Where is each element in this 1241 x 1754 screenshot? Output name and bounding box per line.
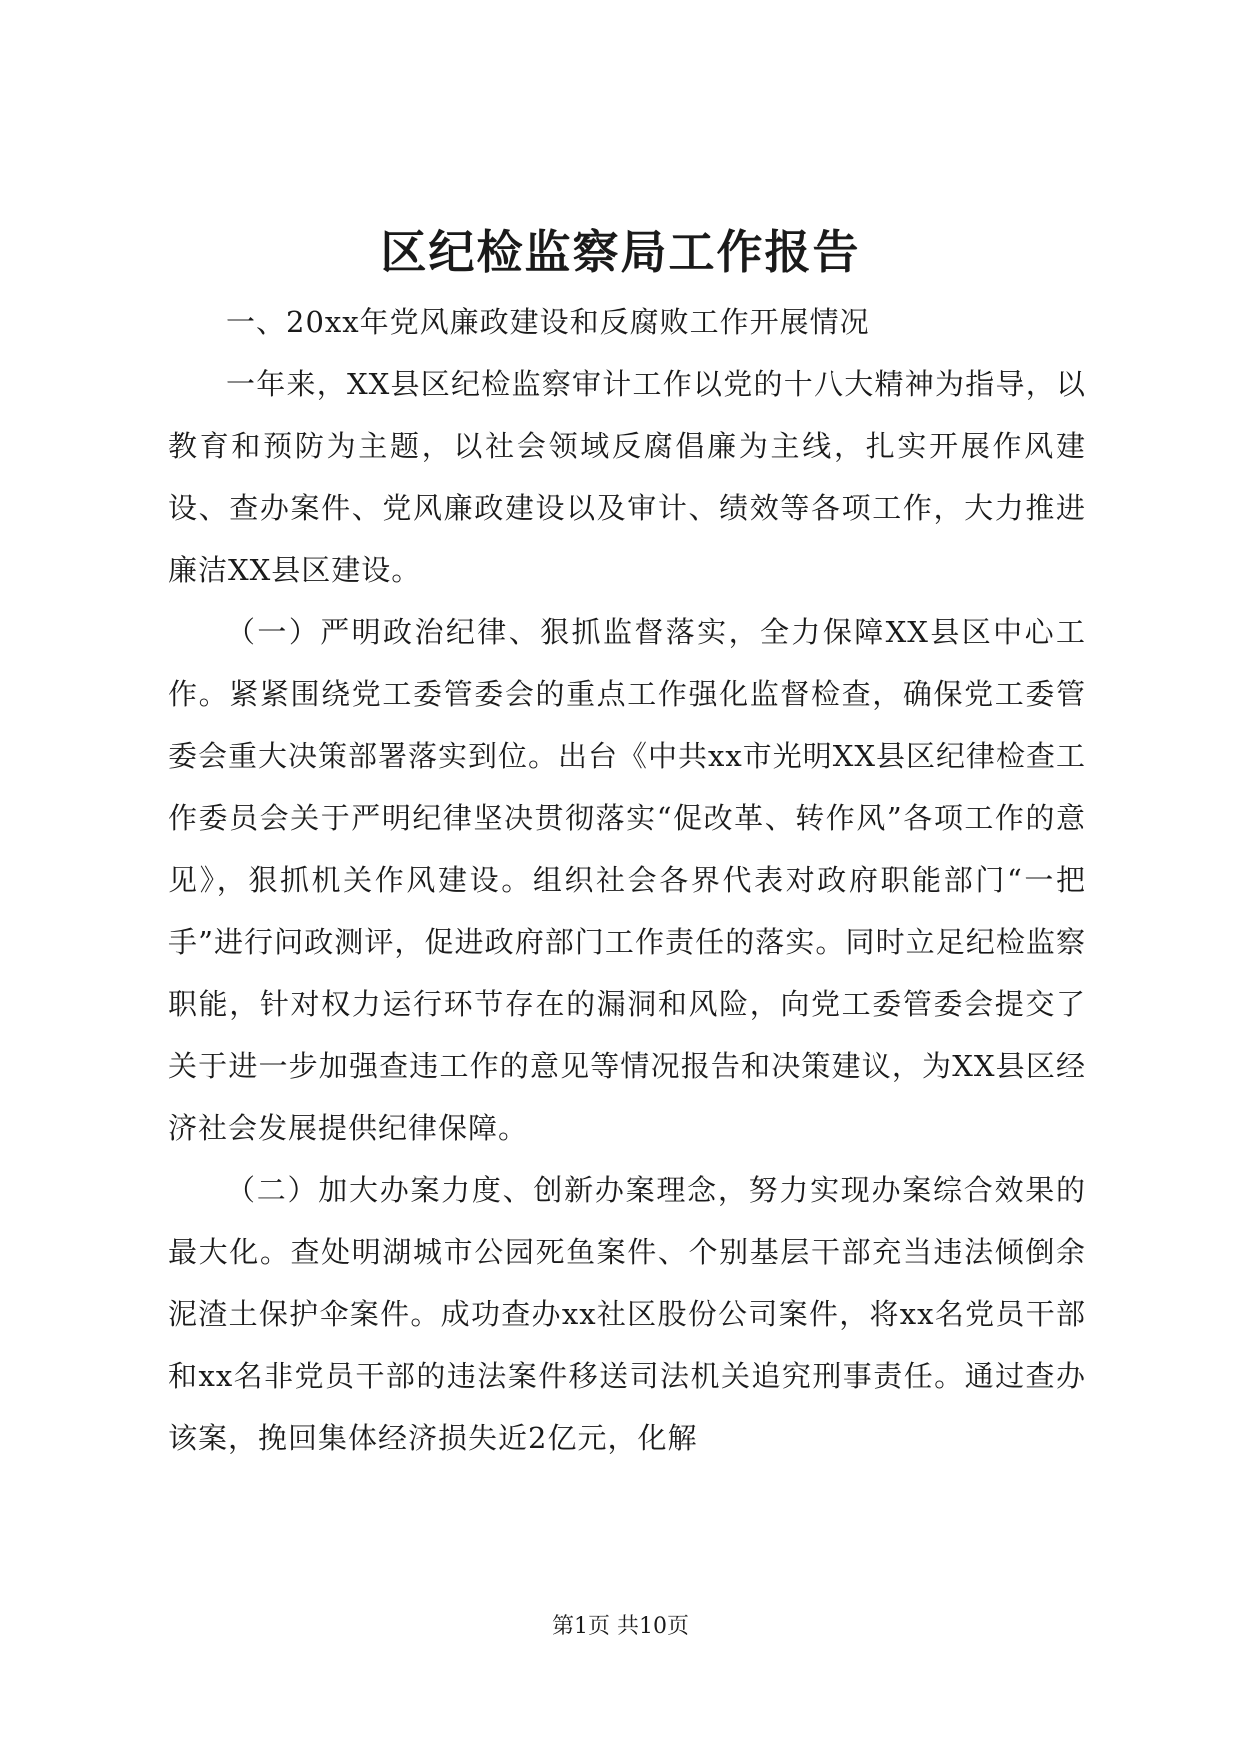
paragraph-section-two: （二）加大办案力度、创新办案理念，努力实现办案综合效果的最大化。查处明湖城市公园死鱼案件、个别基层干部充当违法倾倒余泥渣土保护伞案件。成功查办xx社区股份公司案件，将xx名党员干部和xx名非党员干部的违法案件移送司法机关追究刑事责任。通过查办该案，挽回集体经济损失近2亿元，化解 [168, 1173, 1086, 1455]
paragraph-section-one: （一）严明政治纪律、狠抓监督落实，全力保障XX县区中心工作。紧紧围绕党工委管委会的重点工作强化监督检查，确保党工委管委会重大决策部署落实到位。出台《中共xx市光明XX县区纪律检查工作委员会关于严明纪律坚决贯彻落实“促改革、转作风”各项工作的意见》，狠抓机关作风建设。组织社会各界代表对政府职能部门“一把手”进行问政测评，促进政府部门工作责任的落实。同时立足纪检监察职能，针对权力运行环节存在的漏洞和风险，向党工委管委会提交了关于进一步加强查违工作的意见等情况报告和决策建议，为XX县区经济社会发展提供纪律保障。 [168, 615, 1087, 1145]
document-body [168, 291, 1086, 1469]
section-heading: 一、20xx年党风廉政建设和反腐败工作开展情况 [226, 305, 870, 339]
document-title: 区纪检监察局工作报告 [380, 225, 861, 279]
paragraph-intro: 一年来，XX县区纪检监察审计工作以党的十八大精神为指导，以教育和预防为主题，以社会领域反腐倡廉为主线，扎实开展作风建设、查办案件、党风廉政建设以及审计、绩效等各项工作，大力推进廉洁XX县区建设。 [168, 367, 1086, 587]
page-number-footer: 第1页 共10页 [552, 1614, 689, 1639]
